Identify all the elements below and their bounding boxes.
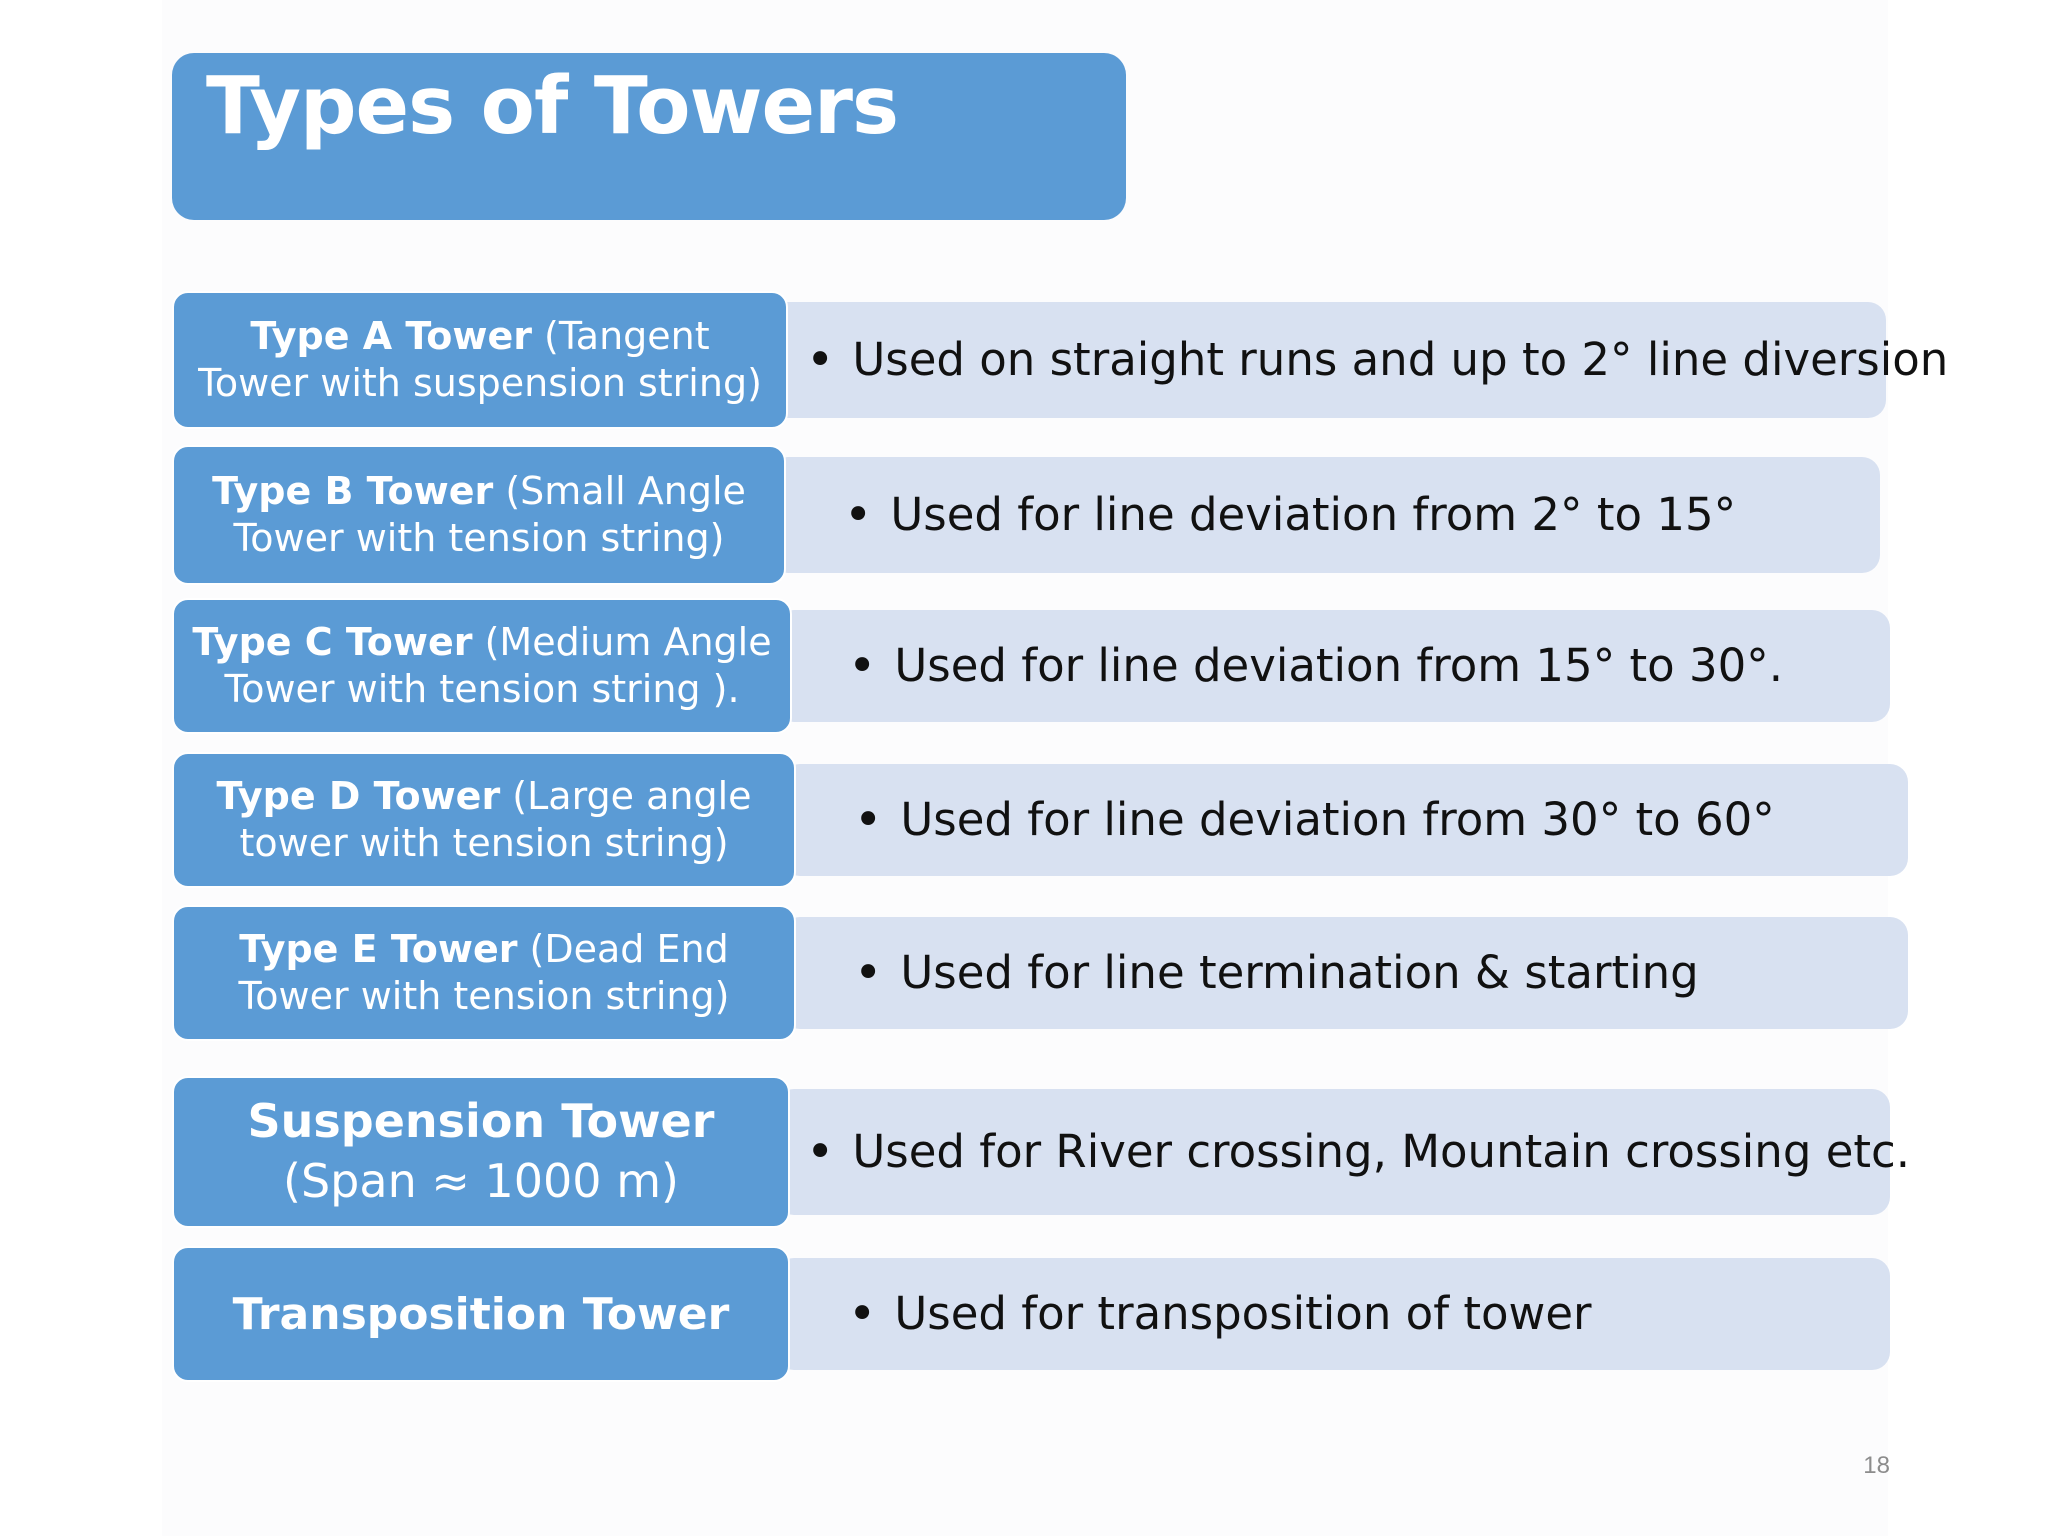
tower-detail: (Dead End Tower with tension string) (238, 926, 730, 1018)
tower-detail: (Large angle tower with tension string) (239, 773, 752, 865)
bullet-icon: • (854, 945, 883, 1001)
tower-name: Type C Tower (192, 619, 473, 664)
tower-detail: (Small Angle Tower with tension string) (233, 468, 746, 560)
tower-label (172, 1246, 790, 1382)
tower-description-box (776, 610, 1890, 722)
tower-description-box (770, 457, 1880, 573)
bullet-icon: • (844, 487, 873, 543)
tower-label (172, 598, 792, 734)
tower-description: Used for River crossing, Mountain crossing etc. (852, 1125, 1911, 1179)
tower-description: Used for line deviation from 15° to 30°. (894, 639, 1784, 693)
bullet-icon: • (848, 1286, 877, 1342)
tower-description: Used for line termination & starting (900, 946, 1699, 1000)
bullet-icon: • (854, 792, 883, 848)
tower-detail: (Tangent Tower with suspension string) (198, 313, 762, 405)
tower-label (172, 905, 796, 1041)
tower-label (172, 1076, 790, 1228)
tower-label (172, 752, 796, 888)
tower-label (172, 291, 788, 429)
page-number: 18 (1863, 1452, 1890, 1479)
tower-description-box (782, 764, 1908, 876)
tower-name: Type B Tower (212, 468, 494, 513)
bullet-icon: • (806, 1124, 835, 1180)
tower-description-box (770, 302, 1949, 418)
slide-title: Types of Towers (206, 60, 899, 152)
tower-detail: (Medium Angle Tower with tension string ). (224, 619, 772, 711)
title-banner (172, 53, 1126, 220)
bullet-icon: • (806, 332, 835, 388)
tower-label (172, 445, 786, 585)
tower-description-box (776, 1089, 1911, 1215)
tower-description: Used for line deviation from 2° to 15° (890, 488, 1737, 542)
tower-name: Type A Tower (250, 313, 532, 358)
tower-name: Type E Tower (239, 926, 518, 971)
tower-description: Used for line deviation from 30° to 60° (900, 793, 1775, 847)
tower-name: Type D Tower (216, 773, 501, 818)
tower-description: Used for transposition of tower (894, 1287, 1592, 1341)
tower-description: Used on straight runs and up to 2° line diversion (852, 333, 1949, 387)
tower-name: Transposition Tower (232, 1288, 730, 1340)
bullet-icon: • (848, 638, 877, 694)
tower-detail: (Span ≈ 1000 m) (283, 1154, 679, 1208)
tower-name: Suspension Tower (247, 1094, 715, 1149)
tower-description-box (782, 917, 1908, 1029)
tower-description-box (776, 1258, 1890, 1370)
